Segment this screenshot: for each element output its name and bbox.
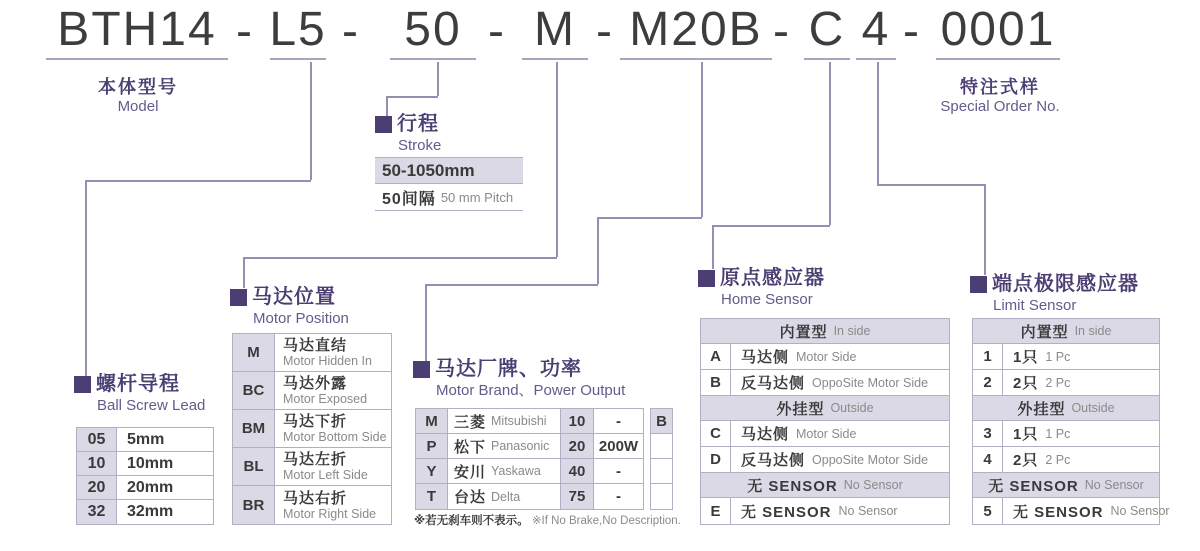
special-order-label-zh: 特注式样: [960, 77, 1040, 97]
sensor-code: 4: [973, 447, 1003, 472]
lead-code: 10: [77, 452, 117, 475]
position-en: Motor Left Side: [283, 468, 368, 482]
sensor-zh: 马达侧: [741, 349, 790, 366]
brand-code: T: [416, 484, 448, 509]
connector-line: [386, 96, 438, 98]
bullet-square-icon: [970, 276, 987, 293]
brake-note-zh: ※若无刹车则不表示。: [414, 515, 529, 527]
connector-line: [712, 225, 714, 269]
position-code: BM: [233, 410, 275, 447]
connector-line: [829, 62, 831, 225]
group-zh: 内置型: [779, 323, 828, 341]
bullet-square-icon: [413, 361, 430, 378]
stroke-pitch-en: 50 mm Pitch: [440, 189, 514, 205]
model-segment-limit-sensor: 4: [856, 2, 896, 60]
limit-sensor-table: [972, 318, 1170, 525]
model-segment-motor: M20B: [620, 2, 772, 60]
lead-code: 32: [77, 500, 117, 524]
position-code: BC: [233, 372, 275, 409]
lead-value: 5mm: [127, 430, 165, 448]
brand-zh: 松下: [454, 438, 487, 456]
connector-line: [556, 62, 558, 257]
sensor-code: E: [701, 498, 731, 524]
group-header-row: [973, 473, 1159, 498]
table-row: [973, 370, 1159, 396]
motor-position-section-header: [230, 285, 349, 327]
model-label-zh: 本体型号: [98, 77, 178, 97]
lead-code: 05: [77, 428, 117, 451]
limit-sensor-section-header: [970, 272, 1139, 314]
group-en: In side: [833, 324, 871, 338]
bullet-square-icon: [375, 116, 392, 133]
motor-position-table: [232, 333, 392, 525]
brake-cell: [651, 434, 672, 458]
group-zh: 无 SENSOR: [747, 477, 838, 495]
position-zh: 马达外露: [283, 375, 348, 392]
brake-cell: B: [651, 409, 672, 433]
position-code: BR: [233, 486, 275, 524]
position-code: M: [233, 334, 275, 371]
connector-line: [425, 284, 598, 286]
connector-line: [243, 257, 245, 288]
sensor-zh: 1只: [1013, 426, 1039, 443]
sensor-code: C: [701, 421, 731, 446]
table-row: [973, 421, 1159, 447]
ball-screw-lead-section-header: [74, 372, 205, 414]
group-en: No Sensor: [1084, 478, 1144, 492]
motor-brand-table: [415, 408, 644, 510]
power-value: 200W: [598, 437, 639, 455]
motor-brand-title-en: Motor Brand、Power Output: [436, 382, 626, 399]
table-row: [233, 334, 391, 372]
model-segment-position: M: [522, 2, 588, 60]
motor-position-title-en: Motor Position: [253, 310, 349, 327]
sensor-code: B: [701, 370, 731, 395]
position-en: Motor Bottom Side: [283, 430, 387, 444]
ball-screw-lead-table: [76, 427, 214, 525]
sensor-en: Motor Side: [796, 349, 857, 364]
group-header-row: [701, 396, 949, 421]
brake-cell: [651, 484, 672, 509]
sensor-zh: 马达侧: [741, 426, 790, 443]
sensor-code: 2: [973, 370, 1003, 395]
connector-line: [597, 217, 702, 219]
motor-brand-section-header: [413, 357, 625, 399]
home-sensor-title-en: Home Sensor: [721, 291, 813, 308]
group-en: Outside: [1071, 401, 1115, 415]
special-order-label: [908, 76, 1092, 116]
stroke-pitch-zh: 50间隔: [382, 190, 436, 208]
connector-line: [701, 62, 703, 217]
brand-code: P: [416, 434, 448, 458]
bullet-square-icon: [74, 376, 91, 393]
sensor-en: 1 Pc: [1045, 349, 1071, 364]
sensor-code: A: [701, 344, 731, 369]
group-zh: 无 SENSOR: [988, 477, 1079, 495]
stroke-pitch-row: [375, 184, 523, 211]
position-zh: 马达下折: [283, 413, 348, 430]
connector-line: [984, 184, 986, 275]
model-dash: -: [236, 5, 254, 58]
stroke-title-zh: 行程: [397, 113, 439, 135]
model-dash: -: [903, 5, 921, 58]
brand-en: Yaskawa: [491, 464, 541, 478]
position-code: BL: [233, 448, 275, 485]
brand-zh: 台达: [454, 489, 487, 506]
lead-value: 10mm: [127, 454, 174, 472]
model-dash: -: [342, 5, 360, 58]
group-en: No Sensor: [843, 478, 903, 492]
ball-screw-lead-title-zh: 螺杆导程: [96, 373, 180, 395]
sensor-en: Motor Side: [796, 426, 857, 441]
brand-en: Mitsubishi: [491, 414, 547, 428]
table-row: [233, 486, 391, 524]
model-segment-home-sensor: C: [804, 2, 850, 60]
position-zh: 马达右折: [283, 489, 348, 507]
home-sensor-table: [700, 318, 950, 525]
position-en: Motor Right Side: [283, 506, 377, 521]
connector-line: [310, 62, 312, 180]
sensor-zh: 无 SENSOR: [1013, 503, 1104, 521]
table-row: [233, 410, 391, 448]
power-code: 10: [561, 409, 594, 433]
table-row: [973, 447, 1159, 473]
brake-column: [650, 408, 673, 510]
stroke-section-header: [375, 112, 441, 154]
sensor-code: 5: [973, 498, 1003, 524]
table-row: [701, 421, 949, 447]
table-row: [701, 344, 949, 370]
power-value: -: [616, 462, 621, 480]
table-row: [416, 409, 643, 434]
sensor-zh: 1只: [1013, 349, 1039, 366]
group-header-row: [973, 396, 1159, 421]
stroke-table: [375, 157, 523, 211]
power-code: 75: [561, 484, 594, 509]
limit-sensor-title-zh: 端点极限感应器: [992, 273, 1139, 295]
motor-brand-title-zh: 马达厂牌、功率: [435, 358, 582, 380]
model-label-en: Model: [117, 98, 159, 115]
brand-code: M: [416, 409, 448, 433]
stroke-range-row: 50-1050mm: [375, 157, 523, 184]
power-code: 40: [561, 459, 594, 483]
position-zh: 马达左折: [283, 451, 348, 468]
sensor-en: 1 Pc: [1045, 426, 1071, 441]
model-label: [48, 76, 228, 116]
brand-zh: 三菱: [454, 413, 487, 431]
sensor-zh: 2只: [1013, 452, 1039, 469]
bullet-square-icon: [230, 289, 247, 306]
limit-sensor-title-en: Limit Sensor: [993, 297, 1077, 314]
special-order-label-en: Special Order No.: [940, 98, 1060, 115]
sensor-code: 1: [973, 344, 1003, 369]
table-row: [416, 434, 643, 459]
table-row: [973, 498, 1170, 524]
brand-en: Panasonic: [491, 439, 550, 453]
table-row: [77, 500, 213, 524]
connector-line: [85, 180, 87, 378]
brand-zh: 安川: [454, 463, 487, 481]
brand-en: Delta: [491, 489, 521, 504]
group-en: In side: [1074, 324, 1112, 338]
sensor-en: 2 Pc: [1045, 452, 1071, 467]
home-sensor-title-zh: 原点感应器: [720, 267, 825, 289]
sensor-en: No Sensor: [1110, 504, 1170, 518]
sensor-zh: 反马达侧: [741, 452, 806, 469]
brake-cell: [651, 459, 672, 483]
table-row: [77, 428, 213, 452]
connector-line: [877, 62, 879, 184]
model-dash: -: [596, 5, 614, 58]
table-row: [233, 448, 391, 486]
connector-line: [712, 225, 830, 227]
sensor-zh: 反马达侧: [741, 375, 806, 392]
sensor-en: OppoSite Motor Side: [812, 375, 929, 390]
lead-code: 20: [77, 476, 117, 499]
power-code: 20: [561, 434, 594, 458]
sensor-en: 2 Pc: [1045, 375, 1071, 390]
model-segment-special: 0001: [936, 2, 1060, 60]
table-row: [416, 484, 643, 509]
table-row: [77, 452, 213, 476]
power-value: -: [616, 488, 621, 505]
sensor-zh: 2只: [1013, 375, 1039, 392]
sensor-en: OppoSite Motor Side: [812, 452, 929, 467]
position-en: Motor Hidden In: [283, 354, 372, 368]
model-segment-stroke: 50: [390, 2, 476, 60]
sensor-code: D: [701, 447, 731, 472]
ball-screw-lead-title-en: Ball Screw Lead: [97, 397, 206, 414]
brake-note-en: ※If No Brake,No Description.: [531, 515, 681, 527]
connector-line: [85, 180, 311, 182]
home-sensor-section-header: [698, 266, 825, 308]
table-row: [701, 370, 949, 396]
table-row: [701, 498, 949, 524]
table-row: [701, 447, 949, 473]
position-zh: 马达直结: [283, 337, 348, 354]
model-dash: -: [488, 5, 506, 58]
brand-code: Y: [416, 459, 448, 483]
group-en: Outside: [830, 401, 874, 415]
connector-line: [597, 217, 599, 284]
group-header-row: [973, 319, 1159, 344]
sensor-en: No Sensor: [838, 504, 898, 518]
table-row: [416, 459, 643, 484]
group-zh: 内置型: [1020, 323, 1069, 341]
position-en: Motor Exposed: [283, 392, 368, 406]
connector-line: [877, 184, 985, 186]
bullet-square-icon: [698, 270, 715, 287]
sensor-zh: 无 SENSOR: [741, 503, 832, 521]
group-zh: 外挂型: [1017, 400, 1066, 418]
group-zh: 外挂型: [776, 400, 825, 418]
sensor-code: 3: [973, 421, 1003, 446]
table-row: [233, 372, 391, 410]
lead-value: 20mm: [127, 478, 174, 496]
table-row: [77, 476, 213, 500]
connector-line: [437, 62, 439, 96]
model-segment-lead: L5: [270, 2, 326, 60]
stroke-title-en: Stroke: [398, 137, 442, 154]
model-segment-body: BTH14: [46, 2, 228, 60]
model-dash: -: [773, 5, 791, 58]
connector-line: [425, 284, 427, 361]
group-header-row: [701, 319, 949, 344]
connector-line: [243, 257, 557, 259]
lead-value: 32mm: [127, 503, 174, 520]
motor-position-title-zh: 马达位置: [252, 286, 336, 308]
table-row: [973, 344, 1159, 370]
brake-note: [414, 512, 681, 528]
group-header-row: [701, 473, 949, 498]
power-value: -: [616, 412, 621, 430]
